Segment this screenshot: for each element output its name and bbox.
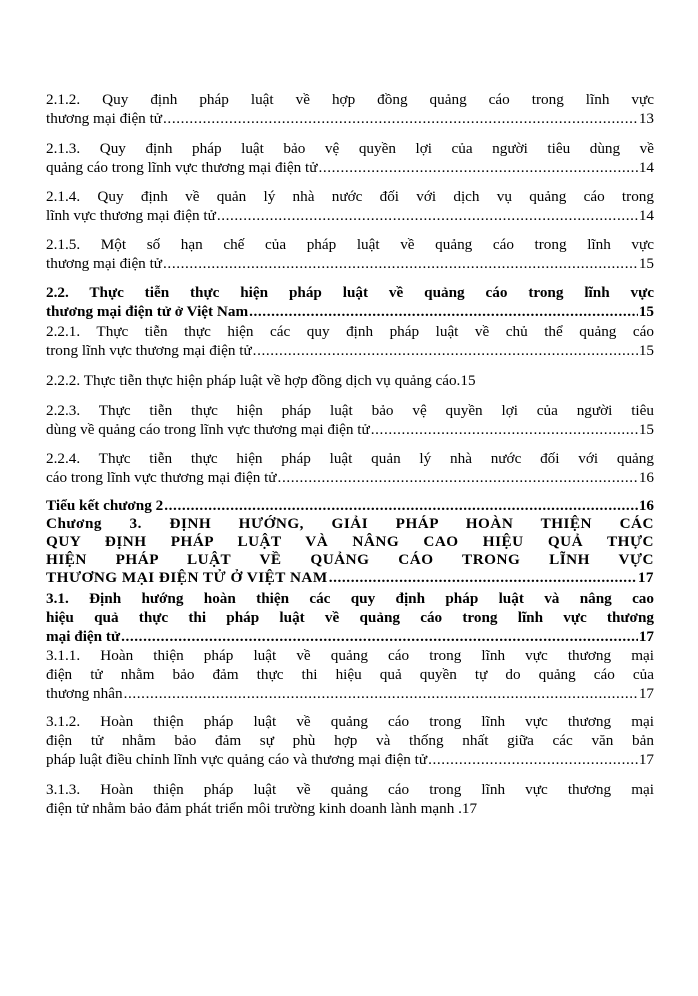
- toc-page-number: 17: [638, 628, 654, 645]
- toc-entry[interactable]: [46, 371, 654, 390]
- toc-page: [46, 0, 654, 996]
- toc-entry-line: trong lĩnh vực thương mại điện tử: [46, 342, 252, 359]
- toc-entry-line: 2.1.2. Quy định pháp luật về hợp đồng quảng cáo trong lĩnh vực: [46, 91, 654, 108]
- toc-entry-line: quảng cáo trong lĩnh vực thương mại điện tử: [46, 159, 318, 176]
- toc-page-number: 13: [638, 110, 654, 127]
- toc-entry[interactable]: [46, 712, 654, 769]
- toc-entry[interactable]: [46, 187, 654, 225]
- toc-entry[interactable]: [46, 139, 654, 177]
- toc-entry-line: Tiểu kết chương 2: [46, 497, 164, 514]
- toc-page-number: 17: [461, 800, 478, 817]
- toc-entry-line: 2.1.4. Quy định về quản lý nhà nước đối với dịch vụ quảng cáo trong: [46, 188, 654, 205]
- toc-entry-line: 3.1. Định hướng hoàn thiện các quy định pháp luật và nâng cao: [46, 590, 654, 607]
- toc-page-number: 14: [638, 159, 654, 176]
- toc-entry-line: HIỆN PHÁP LUẬT VỀ QUẢNG CÁO TRONG LĨNH VỰC: [46, 551, 654, 568]
- toc-entry-line: hiệu quả thực thi pháp luật về quảng cáo trong lĩnh vực thương: [46, 609, 654, 626]
- toc-entry-line: thương mại điện tử ở Việt Nam: [46, 303, 249, 320]
- toc-entry-line: lĩnh vực thương mại điện tử: [46, 207, 216, 224]
- toc-entry-line: 3.1.2. Hoàn thiện pháp luật về quảng cáo trong lĩnh vực thương mại: [46, 713, 654, 730]
- toc-entry-line: thương mại điện tử: [46, 255, 163, 272]
- toc-section-entry[interactable]: [46, 496, 654, 515]
- toc-entry-line: 2.2. Thực tiễn thực hiện pháp luật về quảng cáo trong lĩnh vực: [46, 284, 654, 301]
- toc-entry-line: 3.1.3. Hoàn thiện pháp luật về quảng cáo trong lĩnh vực thương mại: [46, 781, 654, 798]
- toc-entry-line: dùng về quảng cáo trong lĩnh vực thương mại điện tử: [46, 421, 370, 438]
- toc-entry-line: 2.2.4. Thực tiễn thực hiện pháp luật quản lý nhà nước đối với quảng: [46, 450, 654, 467]
- toc-page-number: 15: [638, 303, 654, 320]
- toc-page-number: 15: [638, 255, 654, 272]
- toc-entry[interactable]: [46, 646, 654, 703]
- toc-entry[interactable]: [46, 90, 654, 128]
- toc-page-number: 15: [638, 342, 654, 359]
- toc-page-number: 17: [638, 685, 654, 702]
- toc-page-number: 14: [638, 207, 654, 224]
- toc-entry-line: THƯƠNG MẠI ĐIỆN TỬ Ở VIỆT NAM: [46, 569, 328, 586]
- toc-entry[interactable]: [46, 449, 654, 487]
- toc-entry-line: QUY ĐỊNH PHÁP LUẬT VÀ NÂNG CAO HIỆU QUẢ THỰC: [46, 533, 654, 550]
- toc-entry-line: điện tử nhằm bảo đảm phát triển môi trường kinh doanh lành mạnh .: [46, 800, 462, 817]
- toc-page-number: 15: [460, 372, 476, 389]
- toc-entry-line: pháp luật điều chỉnh lĩnh vực quảng cáo và thương mại điện tử: [46, 751, 428, 768]
- toc-entry-line: điện tử nhằm bảo đảm thực thi hiệu quả quyền tự do quảng cáo của: [46, 666, 654, 683]
- toc-page-number: 16: [638, 497, 654, 514]
- toc-chapter-entry[interactable]: [46, 515, 654, 587]
- toc-entry[interactable]: [46, 322, 654, 360]
- toc-entry-line: Chương 3. ĐỊNH HƯỚNG, GIẢI PHÁP HOÀN THIỆN CÁC: [46, 515, 654, 532]
- toc-entry-line: 2.2.1. Thực tiễn thực hiện các quy định pháp luật về chủ thể quảng cáo: [46, 323, 654, 340]
- toc-entry-line: 2.1.3. Quy định pháp luật bảo vệ quyền lợi của người tiêu dùng về: [46, 140, 654, 157]
- toc-entry-line: 2.2.3. Thực tiễn thực hiện pháp luật bảo vệ quyền lợi của người tiêu: [46, 402, 654, 419]
- toc-page-number: 17: [638, 751, 654, 768]
- toc-entry-line: 3.1.1. Hoàn thiện pháp luật về quảng cáo trong lĩnh vực thương mại: [46, 647, 654, 664]
- toc-entry-line: thương nhân: [46, 685, 123, 702]
- toc-entry-line: điện tử nhằm bảo đảm sự phù hợp và thống nhất giữa các văn bản: [46, 732, 654, 749]
- toc-entry-line: 2.2.2. Thực tiễn thực hiện pháp luật về hợp đồng dịch vụ quảng cáo.: [46, 372, 461, 389]
- toc-entry-line: thương mại điện tử: [46, 110, 163, 127]
- toc-section-entry[interactable]: [46, 283, 654, 321]
- toc-entry-line: mại điện tử: [46, 628, 121, 645]
- toc-page-number: 17: [637, 569, 654, 586]
- toc-page-number: 16: [638, 469, 654, 486]
- toc-entry[interactable]: [46, 235, 654, 273]
- toc-entry-line: cáo trong lĩnh vực thương mại điện tử: [46, 469, 277, 486]
- toc-page-number: 15: [638, 421, 654, 438]
- toc-entry[interactable]: [46, 780, 654, 818]
- toc-entry-line: 2.1.5. Một số hạn chế của pháp luật về quảng cáo trong lĩnh vực: [46, 236, 654, 253]
- toc-entry[interactable]: [46, 401, 654, 439]
- toc-section-entry[interactable]: [46, 589, 654, 646]
